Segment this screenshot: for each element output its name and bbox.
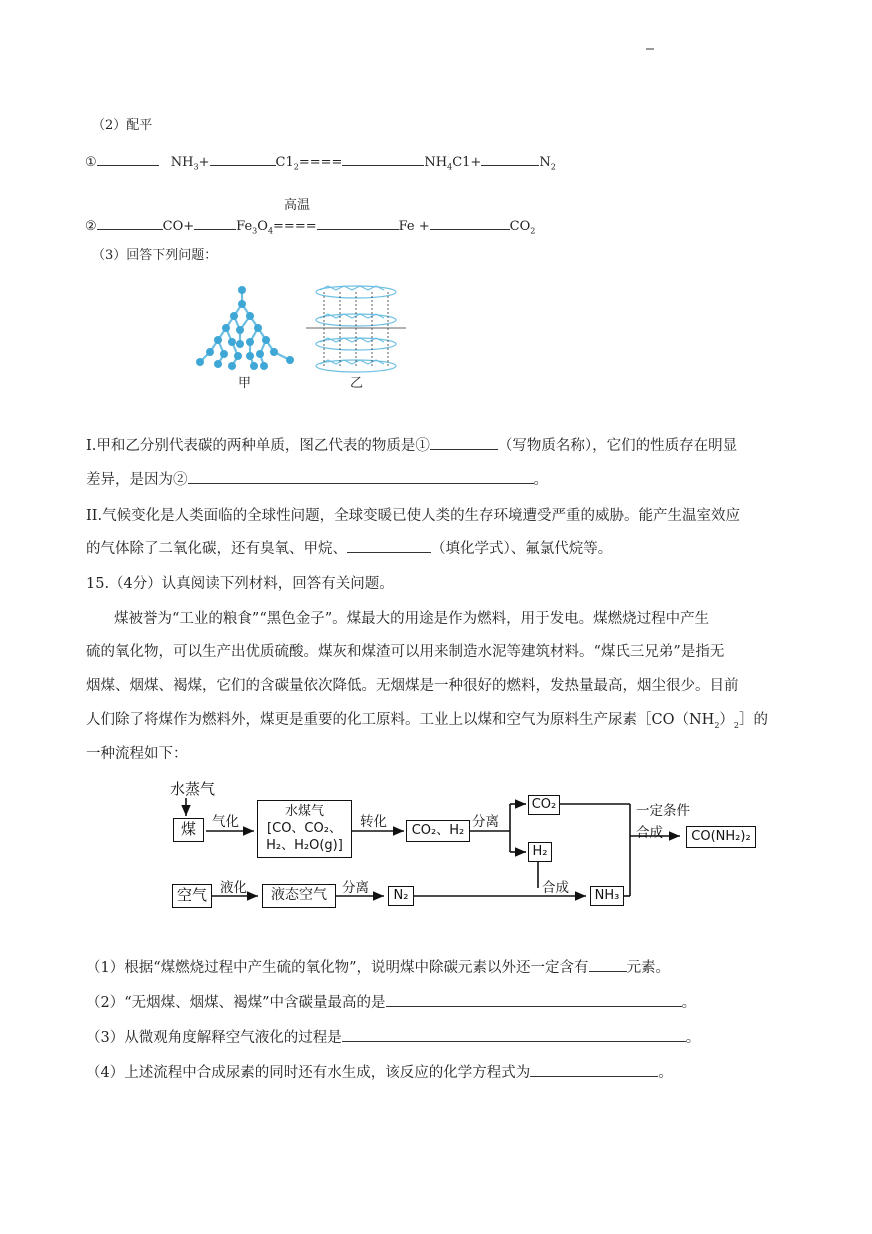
graphite-structure-figure (306, 282, 406, 374)
q2-blank[interactable] (347, 540, 431, 553)
q15-sub-1: （1）根据“煤燃烧过程中产生硫的氧化物”，说明煤中除碳元素以外还一定含有 元素。 (86, 960, 671, 976)
q15-sub-2: （2）“无烟煤、烟煤、褐煤”中含碳量最高的是 。 (86, 995, 697, 1011)
box-liquid-air: 液态空气 (262, 884, 336, 908)
box-coal: 煤 (173, 818, 204, 842)
box-n2: N₂ (388, 886, 414, 906)
eq2-reactant-a: CO+ (162, 219, 195, 234)
q2-line-1: II.气候变化是人类面临的全球性问题，全球变暖已使人类的生存环境遭受严重的威胁。能产生温室效应 (86, 508, 741, 524)
eq2-blank-1[interactable] (97, 217, 163, 230)
q15-para-line-1: 煤被誉为“工业的粮食”“黑色金子”。煤最大的用途是作为燃料，用于发电。煤燃烧过程中产生 (114, 611, 710, 627)
scan-mark (646, 48, 654, 50)
label-separate-1: 分离 (472, 814, 499, 830)
q1-blank-1[interactable] (430, 437, 498, 450)
q2-line-2: 的气体除了二氧化碳，还有臭氧、甲烷、 （填化学式）、氟氯代烷等。 (86, 541, 613, 557)
label-synthesis-1: 合成 (636, 825, 663, 841)
section-2-title: （2）配平 (92, 118, 153, 133)
eq1-product-c: $NH_4C1+$ (424, 155, 482, 172)
equation-2 (85, 217, 535, 240)
label-liquefy: 液化 (220, 880, 247, 896)
box-air: 空气 (172, 884, 212, 908)
box-water-gas (257, 800, 352, 858)
q15-sub-2-blank[interactable] (386, 994, 682, 1007)
eq2-blank-4[interactable] (430, 217, 510, 230)
q15-para-line-4: 人们除了将煤作为燃料外，煤更是重要的化工原料。工业上以煤和空气为原料生产尿素$[CO(NH_2)_2]$的 (86, 712, 768, 730)
box-h2: H₂ (528, 842, 552, 862)
eq2-reactant-b: $Fe_3O_4====$ (236, 219, 317, 236)
eq2-blank-3[interactable] (317, 217, 399, 230)
q1-line-1: I.甲和乙分别代表碳的两种单质，图乙代表的物质是① （写物质名称），它们的性质存在明显 (86, 438, 738, 454)
q1-blank-2[interactable] (188, 471, 534, 484)
eq1-reactant-a: $NH_3+$ (170, 155, 210, 172)
eq1-blank-1[interactable] (97, 153, 159, 166)
q15-para-line-3: 烟煤、烟煤、褐煤，它们的含碳量依次降低。无烟煤是一种很好的燃料，发热量最高，烟尘很少。目前 (86, 678, 739, 694)
q15-sub-3: （3）从微观角度解释空气液化的过程是 。 (86, 1030, 701, 1046)
box-nh3: NH₃ (590, 886, 624, 906)
q15-title: 15.（4分）认真阅读下列材料，回答有关问题。 (86, 576, 394, 592)
flow-arrows (150, 770, 770, 920)
label-synthesis-2: 合成 (542, 880, 569, 896)
eq1-blank-3[interactable] (342, 153, 424, 166)
box-co2-h2: CO₂、H₂ (406, 820, 470, 842)
figure-label-jia: 甲 (238, 376, 252, 391)
eq2-condition: 高温 (284, 198, 311, 213)
label-convert: 转化 (360, 814, 387, 830)
figure-label-yi: 乙 (350, 376, 364, 391)
q15-sub-4-blank[interactable] (530, 1064, 658, 1077)
box-co2: CO₂ (528, 795, 560, 815)
eq1-blank-4[interactable] (481, 153, 539, 166)
q15-sub-1-blank[interactable] (589, 959, 627, 972)
q15-para-line-2: 硫的氧化物，可以生产出优质硫酸。煤灰和煤渣可以用来制造水泥等建筑材料。“煤氏三兄弟”是指无 (86, 644, 725, 660)
box-urea: CO(NH₂)₂ (686, 826, 756, 848)
label-condition: 一定条件 (636, 803, 690, 819)
q15-sub-4: （4）上述流程中合成尿素的同时还有水生成，该反应的化学方程式为 。 (86, 1065, 673, 1081)
label-steam: 水蒸气 (170, 780, 216, 798)
eq1-number: ① (85, 155, 97, 170)
label-separate-2: 分离 (342, 880, 369, 896)
q15-sub-3-blank[interactable] (342, 1029, 686, 1042)
eq2-product-c: Fe + (398, 219, 430, 234)
equation-1 (85, 153, 556, 176)
q1-line-2: 差异，是因为② 。 (86, 472, 548, 488)
eq1-product-d: $N_2$ (539, 155, 556, 172)
diamond-structure-figure (192, 282, 302, 374)
label-gasify: 气化 (212, 814, 239, 830)
water-gas-line-1: [CO、CO₂、 (267, 821, 342, 836)
eq2-blank-2[interactable] (194, 217, 236, 230)
eq2-product-d: $CO_2$ (509, 219, 536, 236)
section-3-title: （3）回答下列问题： (92, 248, 218, 263)
water-gas-line-2: H₂、H₂O(g)] (266, 838, 343, 853)
water-gas-title: 水煤气 (284, 804, 324, 819)
eq1-blank-2[interactable] (210, 153, 276, 166)
q15-para-line-5: 一种流程如下： (86, 746, 188, 762)
eq2-number: ② (85, 219, 97, 234)
eq1-reactant-b: $C1_2====$ (275, 155, 343, 172)
